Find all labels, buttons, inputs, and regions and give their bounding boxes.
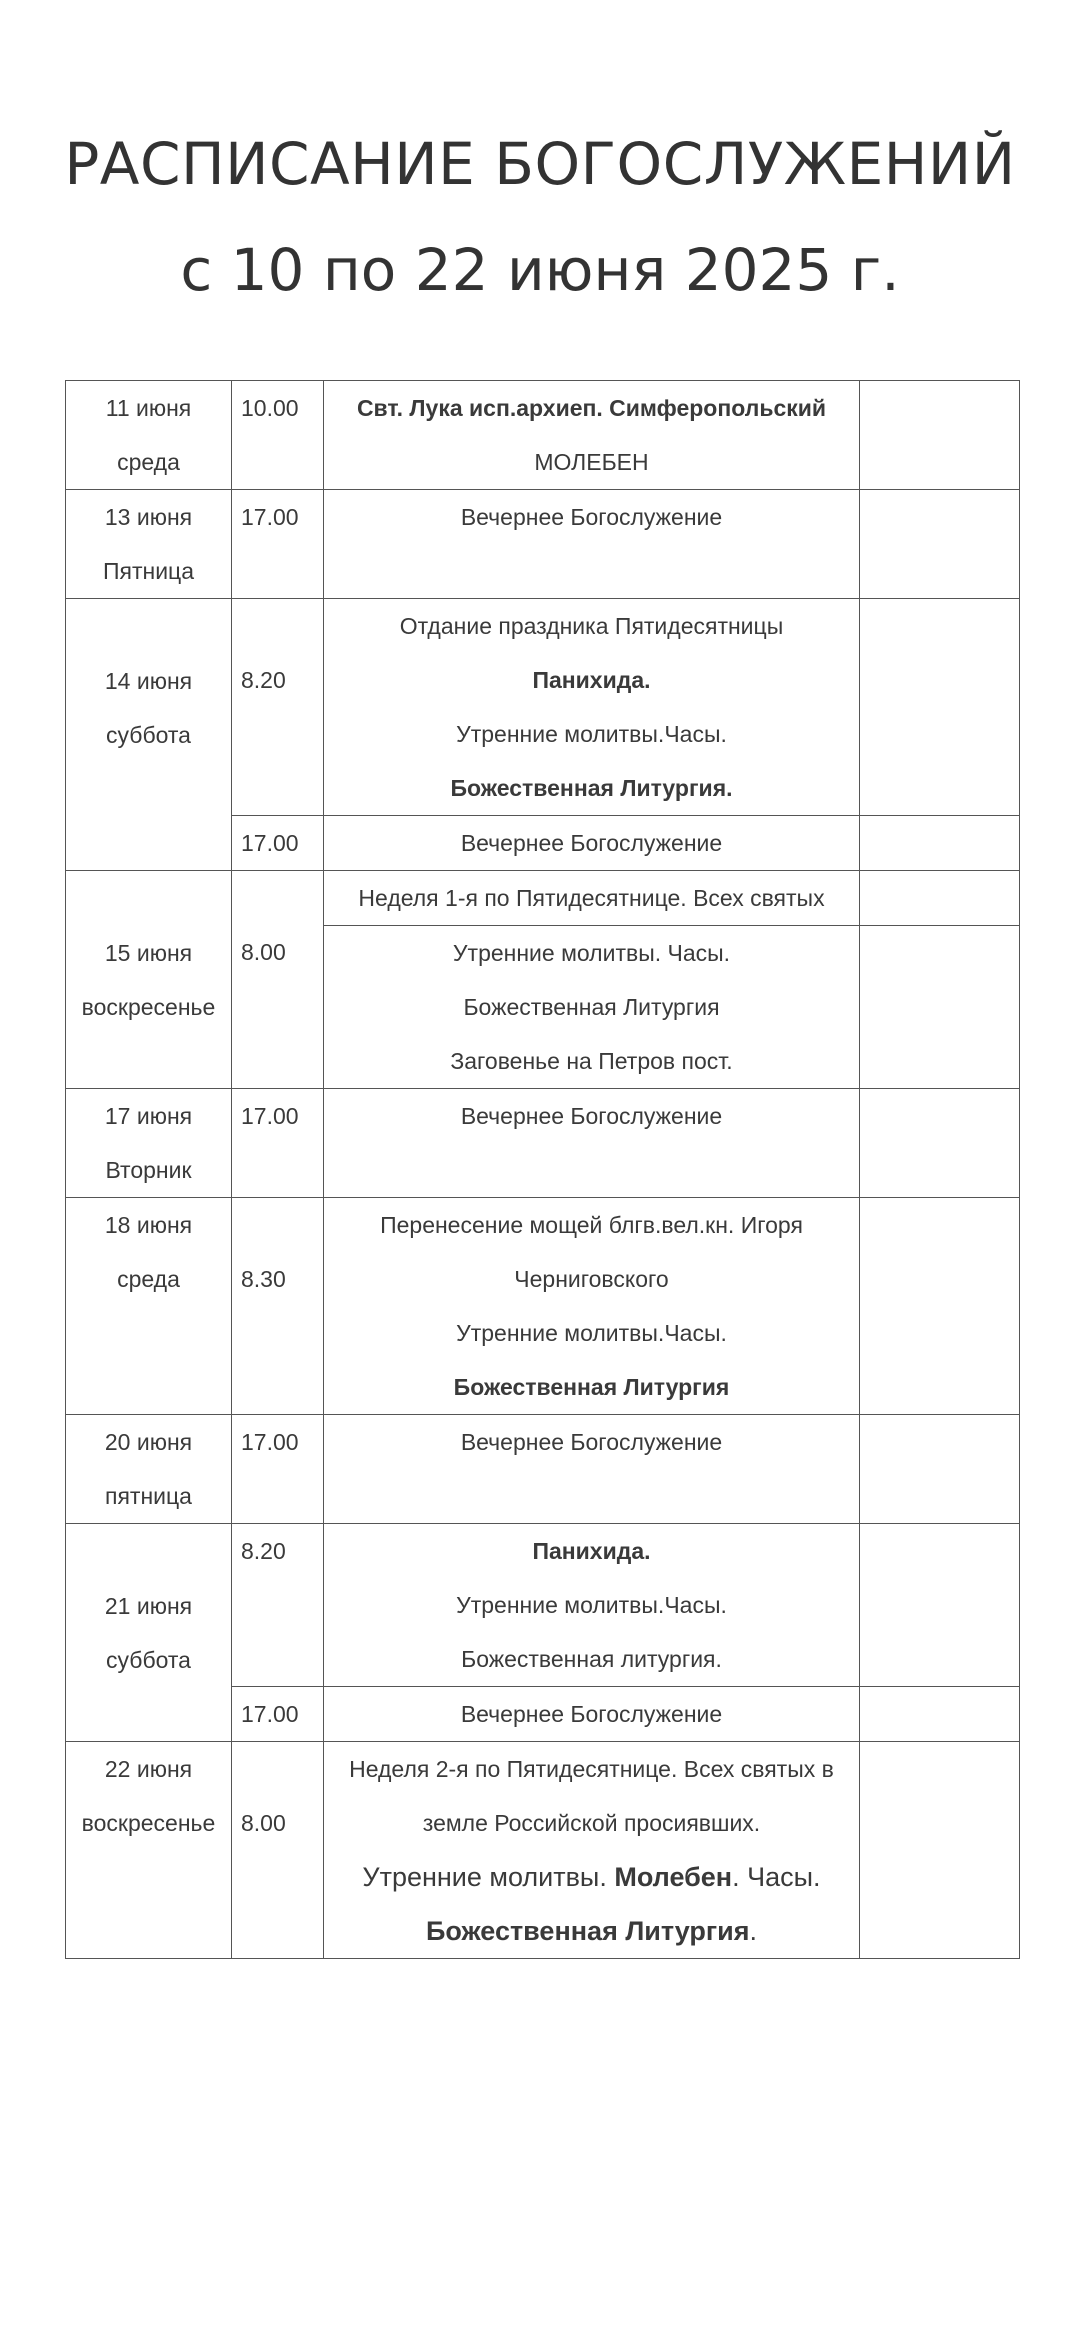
- time-label: 8.20: [241, 667, 286, 693]
- service-cell: [324, 599, 860, 816]
- service-cell: [324, 1524, 860, 1687]
- time-label: 10.00: [241, 395, 299, 421]
- empty-cell: [860, 1415, 1020, 1524]
- empty-cell: [860, 871, 1020, 926]
- time-label: 17.00: [241, 830, 299, 856]
- service-line: Свт. Лука исп.архиеп. Симферопольский: [356, 395, 827, 421]
- empty-cell: [860, 1742, 1020, 1959]
- empty-cell: [860, 1687, 1020, 1742]
- service-line: земле Российской просиявших.: [422, 1810, 761, 1836]
- service-line: Вечернее Богослужение: [460, 830, 723, 856]
- service-line: Вечернее Богослужение: [460, 1701, 723, 1727]
- empty-cell: [860, 599, 1020, 816]
- empty-cell: [860, 381, 1020, 490]
- time-cell: [232, 1742, 324, 1959]
- service-line: Божественная Литургия.: [425, 1916, 758, 1946]
- service-cell: [324, 871, 860, 926]
- date-label: 13 июня: [104, 504, 193, 530]
- table-row: [66, 490, 1020, 599]
- date-cell: [66, 599, 232, 871]
- date-cell: [66, 1742, 232, 1959]
- table-row: [66, 1198, 1020, 1415]
- time-label: 17.00: [241, 1103, 299, 1129]
- schedule-table: [65, 380, 1020, 1959]
- time-cell: [232, 1198, 324, 1415]
- page-subtitle: с 10 по 22 июня 2025 г.: [180, 236, 900, 304]
- service-line: Утренние молитвы.Часы.: [456, 1320, 727, 1346]
- service-cell: [324, 1742, 860, 1959]
- service-line: Божественная Литургия: [453, 1374, 730, 1400]
- weekday-label: среда: [117, 449, 180, 475]
- service-line: Черниговского: [514, 1266, 669, 1292]
- date-label: 14 июня: [104, 667, 193, 694]
- table-row: [66, 599, 1020, 816]
- weekday-label: суббота: [106, 1646, 191, 1673]
- service-line: Вечернее Богослужение: [460, 1429, 723, 1455]
- service-line: Божественная Литургия.: [450, 775, 733, 801]
- time-label: 8.00: [241, 939, 286, 965]
- date-label: 11 июня: [105, 395, 192, 421]
- table-row: [66, 1742, 1020, 1959]
- table-row: [66, 1524, 1020, 1687]
- date-label: 18 июня: [104, 1212, 193, 1238]
- time-label: 8.00: [241, 1810, 286, 1836]
- weekday-label: воскресенье: [81, 993, 216, 1020]
- table-row: [66, 1089, 1020, 1198]
- time-cell: [232, 1524, 324, 1687]
- weekday-label: Пятница: [102, 558, 195, 584]
- service-cell: [324, 1415, 860, 1524]
- date-cell: [66, 1415, 232, 1524]
- time-cell: [232, 381, 324, 490]
- service-line: Утренние молитвы. Часы.: [452, 940, 731, 966]
- date-label: 21 июня: [104, 1592, 193, 1619]
- time-cell: [232, 490, 324, 599]
- service-cell: [324, 490, 860, 599]
- weekday-label: пятница: [105, 1483, 192, 1509]
- date-label: 15 июня: [104, 939, 193, 966]
- service-line: Отдание праздника Пятидесятницы: [399, 613, 784, 639]
- time-cell: [232, 1415, 324, 1524]
- empty-cell: [860, 1524, 1020, 1687]
- service-cell: [324, 1089, 860, 1198]
- service-line: Вечернее Богослужение: [460, 504, 723, 530]
- service-line: Заговенье на Петров пост.: [450, 1048, 733, 1074]
- time-cell: [232, 816, 324, 871]
- service-cell: [324, 1687, 860, 1742]
- time-cell: [232, 599, 324, 816]
- empty-cell: [860, 816, 1020, 871]
- service-line: Неделя 1-я по Пятидесятнице. Всех святых: [358, 885, 825, 911]
- time-label: 17.00: [241, 504, 299, 530]
- table-row: [66, 1415, 1020, 1524]
- page-title: РАСПИСАНИЕ БОГОСЛУЖЕНИЙ: [64, 130, 1016, 198]
- empty-cell: [860, 926, 1020, 1089]
- date-cell: [66, 871, 232, 1089]
- service-cell: [324, 926, 860, 1089]
- time-label: 17.00: [241, 1429, 299, 1455]
- table-row: [66, 871, 1020, 926]
- service-line: МОЛЕБЕН: [534, 449, 649, 475]
- date-label: 22 июня: [104, 1756, 193, 1782]
- service-line: Божественная Литургия: [463, 994, 720, 1020]
- service-line: Панихида.: [532, 1538, 651, 1564]
- weekday-label: воскресенье: [81, 1810, 216, 1836]
- empty-cell: [860, 1089, 1020, 1198]
- service-cell: [324, 381, 860, 490]
- time-label: 8.30: [241, 1266, 286, 1292]
- date-cell: [66, 1089, 232, 1198]
- date-cell: [66, 1198, 232, 1415]
- table-row: [66, 381, 1020, 490]
- weekday-label: суббота: [106, 721, 191, 748]
- service-line: Неделя 2-я по Пятидесятнице. Всех святых в: [349, 1756, 834, 1782]
- weekday-label: среда: [117, 1266, 180, 1292]
- date-label: 20 июня: [104, 1429, 193, 1455]
- service-line: Божественная литургия.: [461, 1646, 722, 1672]
- service-line: Перенесение мощей блгв.вел.кн. Игоря: [380, 1212, 803, 1238]
- date-label: 17 июня: [104, 1103, 193, 1129]
- weekday-label: Вторник: [105, 1157, 192, 1183]
- service-line: Утренние молитвы. Молебен. Часы.: [362, 1862, 821, 1892]
- time-label: 8.20: [241, 1538, 286, 1564]
- time-cell: [232, 871, 324, 1089]
- date-cell: [66, 490, 232, 599]
- time-cell: [232, 1089, 324, 1198]
- service-line: Панихида.: [532, 667, 651, 693]
- date-cell: [66, 1524, 232, 1742]
- time-cell: [232, 1687, 324, 1742]
- service-line: Вечернее Богослужение: [460, 1103, 723, 1129]
- service-line: Утренние молитвы.Часы.: [456, 721, 727, 747]
- time-label: 17.00: [241, 1701, 299, 1727]
- date-cell: [66, 381, 232, 490]
- service-cell: [324, 1198, 860, 1415]
- service-line: Утренние молитвы.Часы.: [456, 1592, 727, 1618]
- service-cell: [324, 816, 860, 871]
- empty-cell: [860, 1198, 1020, 1415]
- empty-cell: [860, 490, 1020, 599]
